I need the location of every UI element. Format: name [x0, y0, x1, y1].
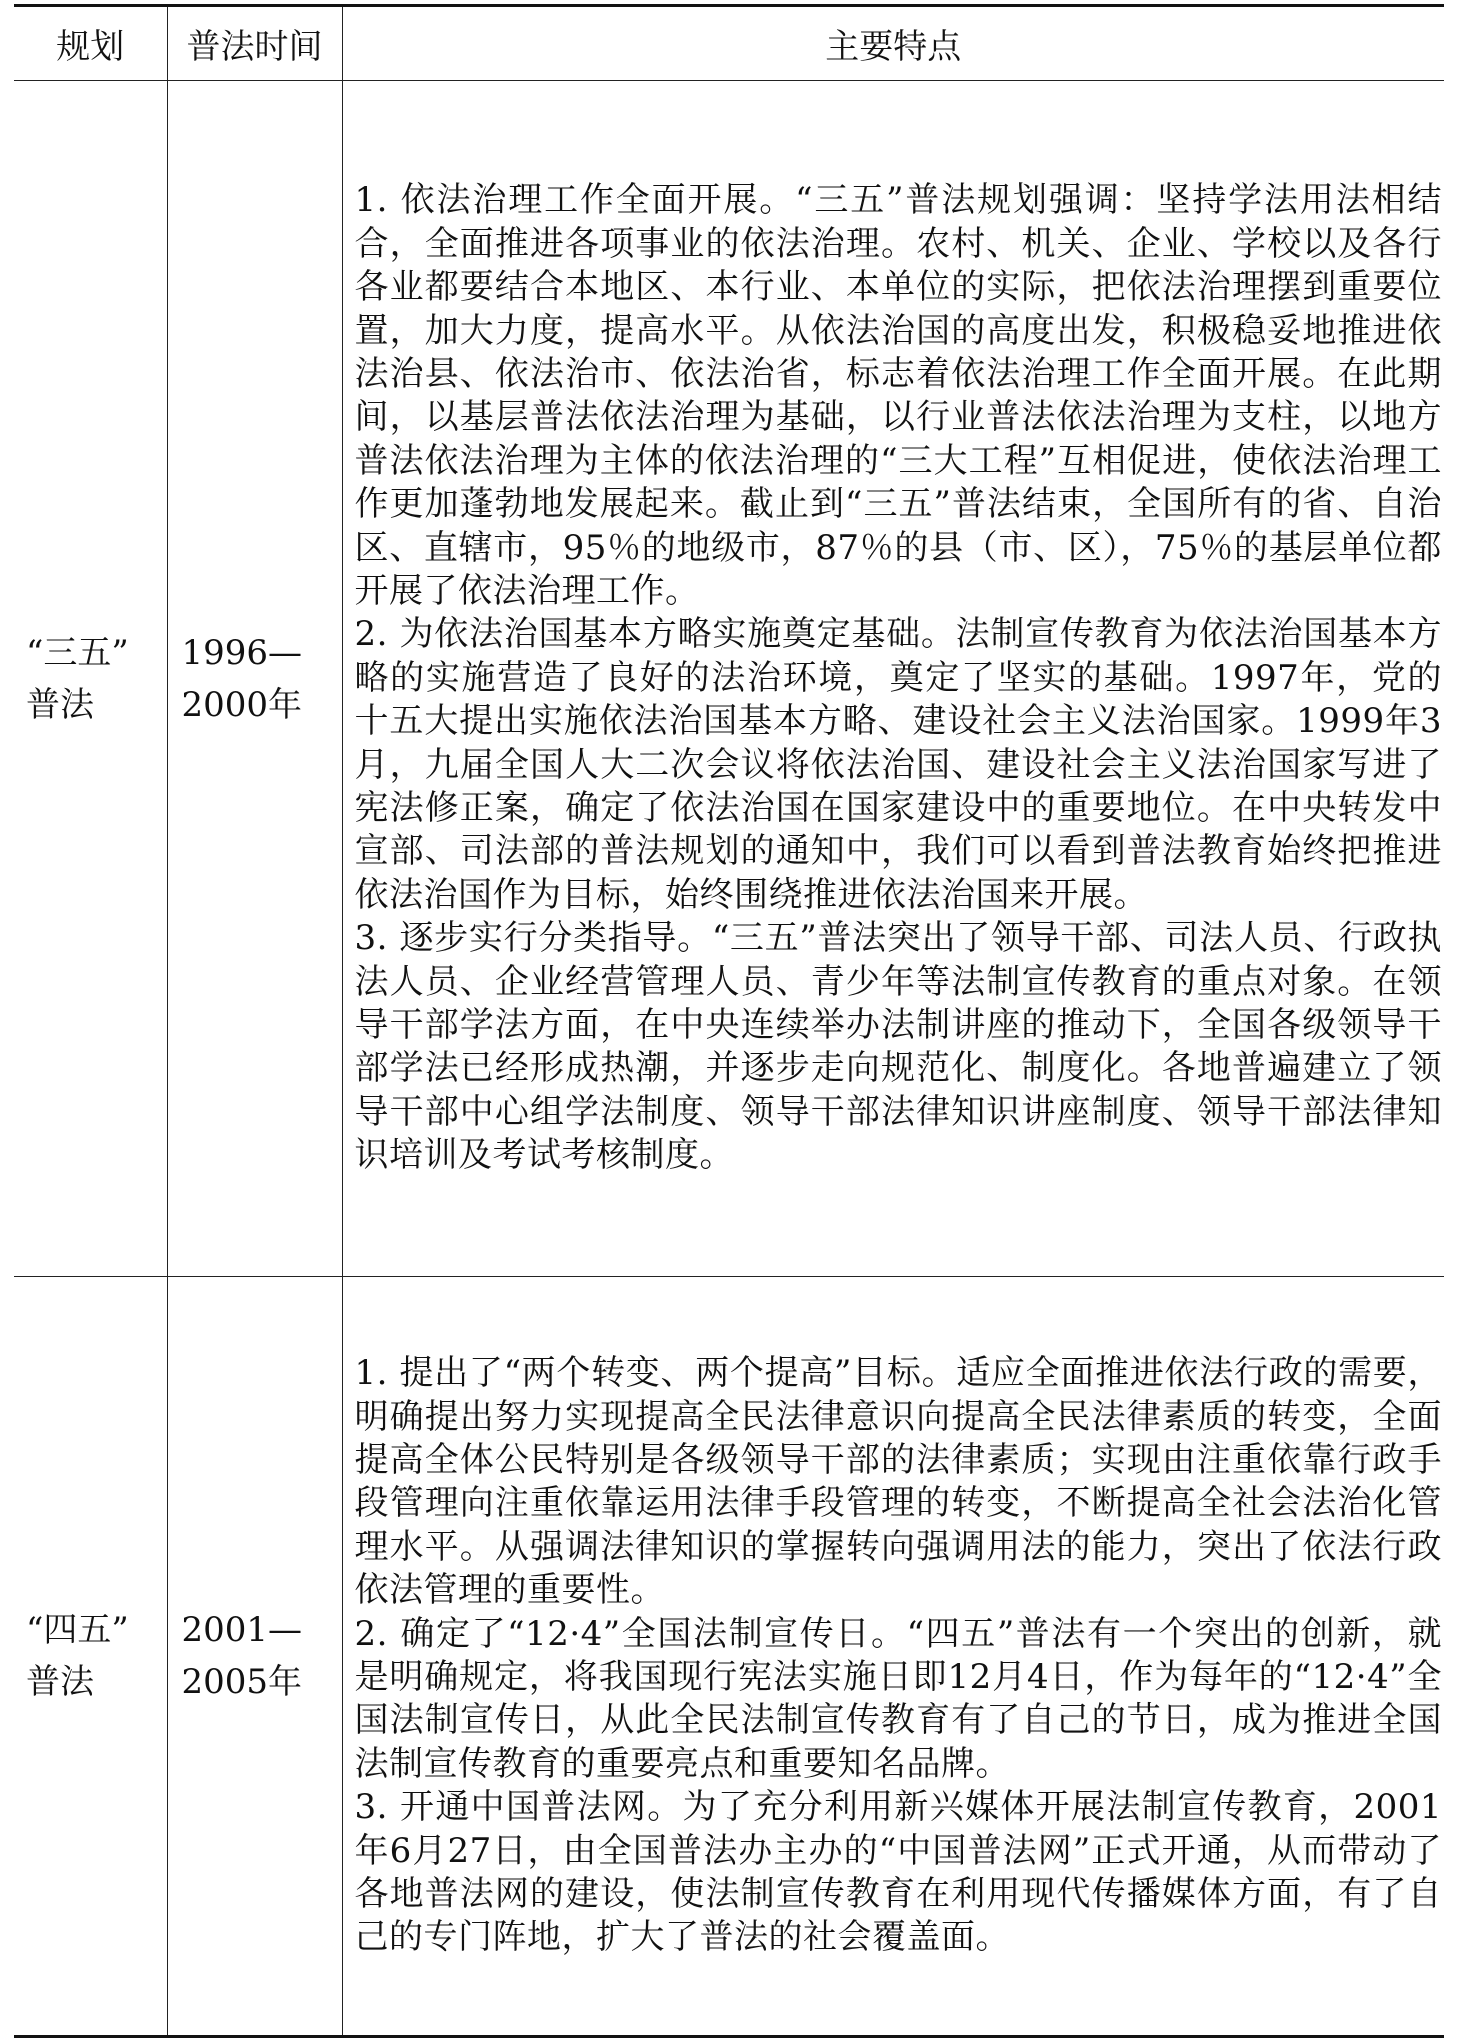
- plan-cell: [14, 1277, 167, 2037]
- features-cell: [342, 81, 1444, 1277]
- feature-point: 3. 开通中国普法网。为了充分利用新兴媒体开展法制宣传教育，2001年6月27日，由全国普法办主办的“中国普法网”正式开通，从而带动了各地普法网的建设，使法制宣传教育在利用现代传播媒体方面，有了自己的专门阵地，扩大了普法的社会覆盖面。: [354, 1787, 1442, 1958]
- header-features: 主要特点: [342, 6, 1444, 81]
- header-row: [14, 6, 1444, 81]
- feature-point: 2. 确定了“12·4”全国法制宣传日。“四五”普法有一个突出的创新，就是明确规定，将我国现行宪法实施日即12月4日，作为每年的“12·4”全国法制宣传日，从此全民法制宣传教育有了自己的节日，成为推进全国法制宣传教育的重要亮点和重要知名品牌。: [354, 1613, 1442, 1784]
- feature-point: 3. 逐步实行分类指导。“三五”普法突出了领导干部、司法人员、行政执法人员、企业经营管理人员、青少年等法制宣传教育的重点对象。在领导干部学法方面，在中央连续举办法制讲座的推动下，全国各级领导干部学法已经形成热潮，并逐步走向规范化、制度化。各地普遍建立了领导干部中心组学法制度、领导干部法律知识讲座制度、领导干部法律知识培训及考试考核制度。: [354, 918, 1442, 1176]
- time-cell: [167, 81, 342, 1277]
- time-start: 2001—: [181, 1610, 303, 1650]
- time-cell: [167, 1277, 342, 2037]
- law-popularization-table: [14, 4, 1444, 2038]
- time-end: 2005年: [181, 1662, 303, 1702]
- feature-point: 2. 为依法治国基本方略实施奠定基础。法制宣传教育为依法治国基本方略的实施营造了良好的法治环境，奠定了坚实的基础。1997年，党的十五大提出实施依法治国基本方略、建设社会主义法治国家。1999年3月，九届全国人大二次会议将依法治国、建设社会主义法治国家写进了宪法修正案，确定了依法治国在国家建设中的重要地位。在中央转发中宣部、司法部的普法规划的通知中，我们可以看到普法教育始终把推进依法治国作为目标，始终围绕推进依法治国来开展。: [354, 614, 1442, 915]
- plan-name-suffix: 普法: [26, 1662, 94, 1702]
- feature-point: 1. 依法治理工作全面开展。“三五”普法规划强调：坚持学法用法相结合，全面推进各项事业的依法治理。农村、机关、企业、学校以及各行各业都要结合本地区、本行业、本单位的实际，把依法治理摆到重要位置，加大力度，提高水平。从依法治国的高度出发，积极稳妥地推进依法治县、依法治市、依法治省，标志着依法治理工作全面开展。在此期间，以基层普法依法治理为基础，以行业普法依法治理为支柱，以地方普法依法治理为主体的依法治理的“三大工程”互相促进，使依法治理工作更加蓬勃地发展起来。截止到“三五”普法结束，全国所有的省、自治区、直辖市，95％的地级市，87％的县（市、区），75％的基层单位都开展了依法治理工作。: [354, 180, 1442, 611]
- plan-name: “三五”: [26, 632, 129, 673]
- plan-cell: [14, 81, 167, 1277]
- table-row: [14, 1277, 1444, 2037]
- table-row: [14, 81, 1444, 1277]
- feature-point: 1. 提出了“两个转变、两个提高”目标。适应全面推进依法行政的需要，明确提出努力实现提高全民法律意识向提高全民法律素质的转变，全面提高全体公民特别是各级领导干部的法律素质；实现由注重依靠行政手段管理向注重依靠运用法律手段管理的转变，不断提高全社会法治化管理水平。从强调法律知识的掌握转向强调用法的能力，突出了依法行政依法管理的重要性。: [354, 1353, 1442, 1611]
- time-start: 1996—: [181, 632, 303, 673]
- plan-name: “四五”: [26, 1610, 129, 1650]
- plan-name-suffix: 普法: [26, 684, 94, 725]
- header-time: 普法时间: [167, 6, 342, 81]
- features-cell: [342, 1277, 1444, 2037]
- header-plan: 规划: [14, 6, 167, 81]
- time-end: 2000年: [181, 684, 303, 725]
- document-page: [14, 4, 1444, 2038]
